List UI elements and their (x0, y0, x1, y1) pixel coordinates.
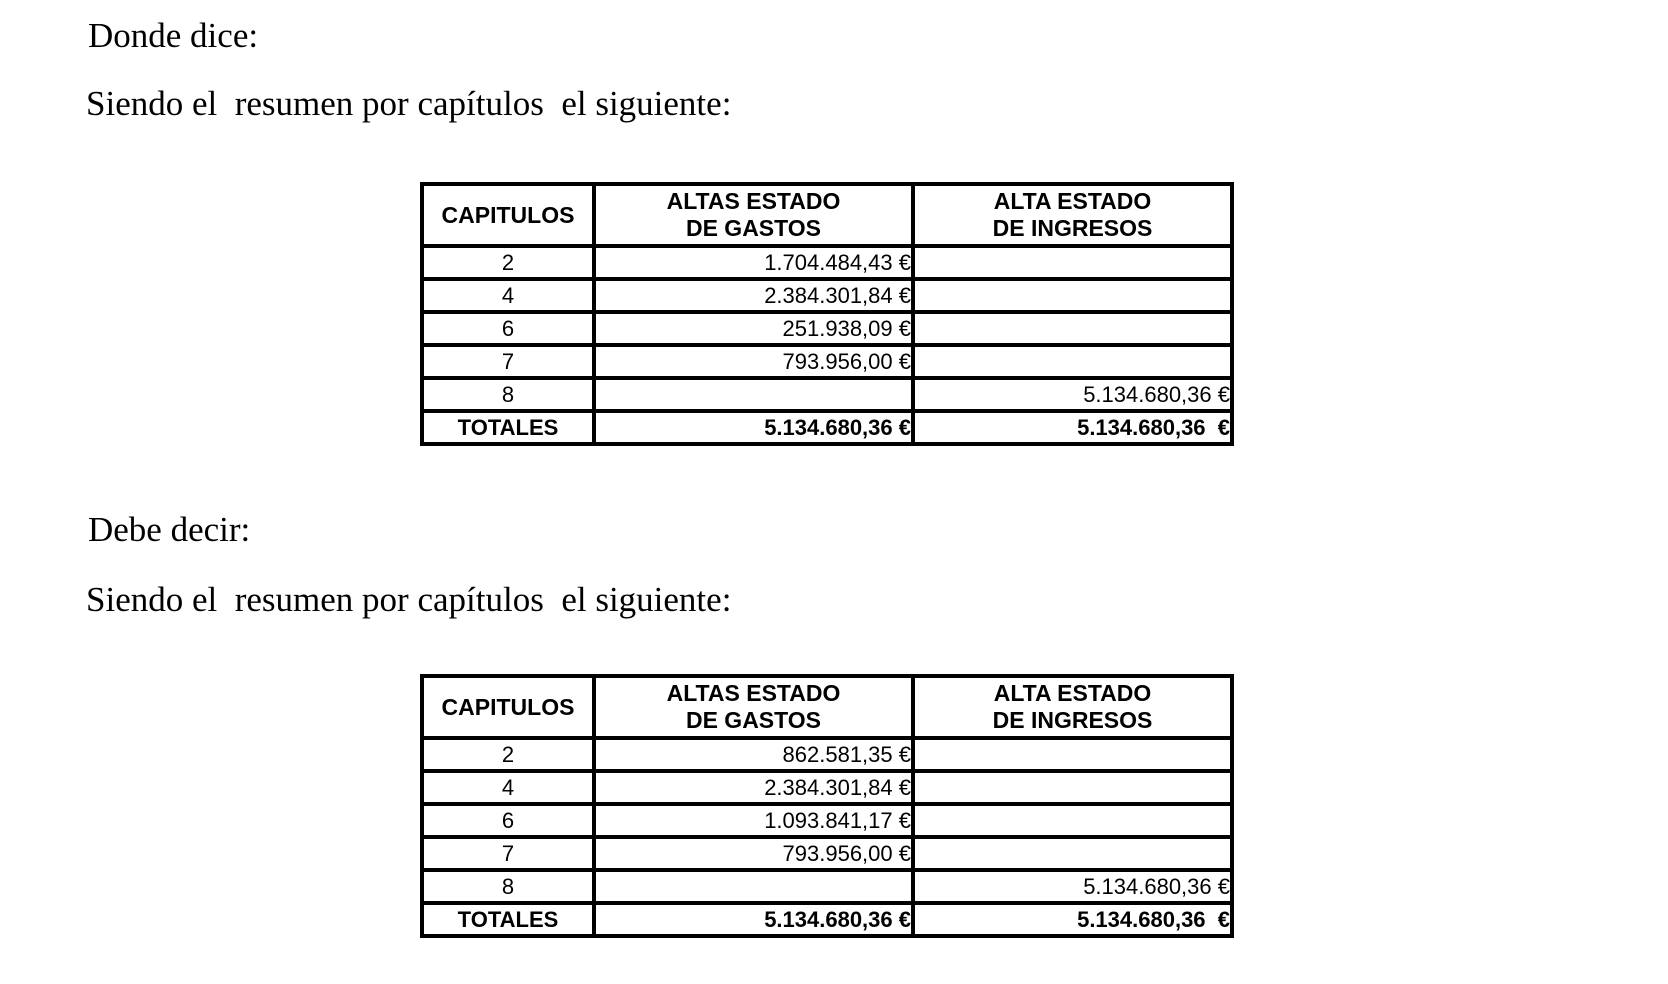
gastos-cell: 2.384.301,84 € (594, 279, 913, 312)
table-header-row (422, 184, 1232, 246)
header-alta-estado-ingresos (913, 184, 1232, 246)
capitulo-cell: 6 (422, 804, 594, 837)
capitulo-cell: 7 (422, 837, 594, 870)
totals-label-cell: TOTALES (422, 903, 594, 936)
capitulo-cell: 4 (422, 279, 594, 312)
lead-paragraph-2: Siendo el resumen por capítulos el siguiente: (86, 580, 732, 619)
header-gastos-line1: ALTAS ESTADO (666, 188, 841, 214)
gastos-cell: 251.938,09 € (594, 312, 913, 345)
capitulo-cell: 8 (422, 378, 594, 411)
ingresos-cell (913, 738, 1232, 771)
totals-ingresos-cell: 5.134.680,36 € (913, 411, 1232, 444)
header-altas-estado-gastos (594, 676, 913, 738)
capitulo-cell: 2 (422, 738, 594, 771)
table-row (422, 771, 1232, 804)
header-gastos-line2: DE GASTOS (685, 707, 822, 733)
header-capitulos: CAPITULOS (422, 184, 594, 246)
gastos-cell (594, 870, 913, 903)
capitulo-cell: 2 (422, 246, 594, 279)
resumen-table-donde-dice (420, 182, 1234, 446)
table-row (422, 870, 1232, 903)
table-row (422, 837, 1232, 870)
header-gastos-line2: DE GASTOS (685, 215, 822, 241)
header-ingresos-line2: DE INGRESOS (992, 215, 1153, 241)
header-gastos-line1: ALTAS ESTADO (666, 680, 841, 706)
totals-gastos-cell: 5.134.680,36 € (594, 411, 913, 444)
gastos-cell: 2.384.301,84 € (594, 771, 913, 804)
header-alta-estado-ingresos (913, 676, 1232, 738)
capitulo-cell: 8 (422, 870, 594, 903)
table-row (422, 246, 1232, 279)
gastos-cell: 1.704.484,43 € (594, 246, 913, 279)
table-row (422, 738, 1232, 771)
header-ingresos-line1: ALTA ESTADO (993, 188, 1152, 214)
gastos-cell: 793.956,00 € (594, 345, 913, 378)
capitulo-cell: 4 (422, 771, 594, 804)
ingresos-cell (913, 279, 1232, 312)
table-row (422, 345, 1232, 378)
gastos-cell: 862.581,35 € (594, 738, 913, 771)
ingresos-cell (913, 804, 1232, 837)
header-ingresos-line2: DE INGRESOS (992, 707, 1153, 733)
heading-debe-decir: Debe decir: (88, 510, 251, 549)
ingresos-cell: 5.134.680,36 € (913, 870, 1232, 903)
table-row (422, 312, 1232, 345)
ingresos-cell (913, 312, 1232, 345)
header-altas-estado-gastos (594, 184, 913, 246)
header-ingresos-line1: ALTA ESTADO (993, 680, 1152, 706)
gastos-cell: 1.093.841,17 € (594, 804, 913, 837)
table-row (422, 378, 1232, 411)
resumen-table-debe-decir (420, 674, 1234, 938)
header-capitulos: CAPITULOS (422, 676, 594, 738)
table-row (422, 804, 1232, 837)
table-header-row (422, 676, 1232, 738)
totals-ingresos-cell: 5.134.680,36 € (913, 903, 1232, 936)
ingresos-cell: 5.134.680,36 € (913, 378, 1232, 411)
heading-donde-dice: Donde dice: (88, 16, 259, 55)
ingresos-cell (913, 246, 1232, 279)
capitulo-cell: 6 (422, 312, 594, 345)
totals-label-cell: TOTALES (422, 411, 594, 444)
ingresos-cell (913, 771, 1232, 804)
lead-paragraph-1: Siendo el resumen por capítulos el siguiente: (86, 84, 732, 123)
ingresos-cell (913, 837, 1232, 870)
gastos-cell (594, 378, 913, 411)
totals-row (422, 903, 1232, 936)
table-row (422, 279, 1232, 312)
capitulo-cell: 7 (422, 345, 594, 378)
totals-gastos-cell: 5.134.680,36 € (594, 903, 913, 936)
gastos-cell: 793.956,00 € (594, 837, 913, 870)
totals-row (422, 411, 1232, 444)
ingresos-cell (913, 345, 1232, 378)
